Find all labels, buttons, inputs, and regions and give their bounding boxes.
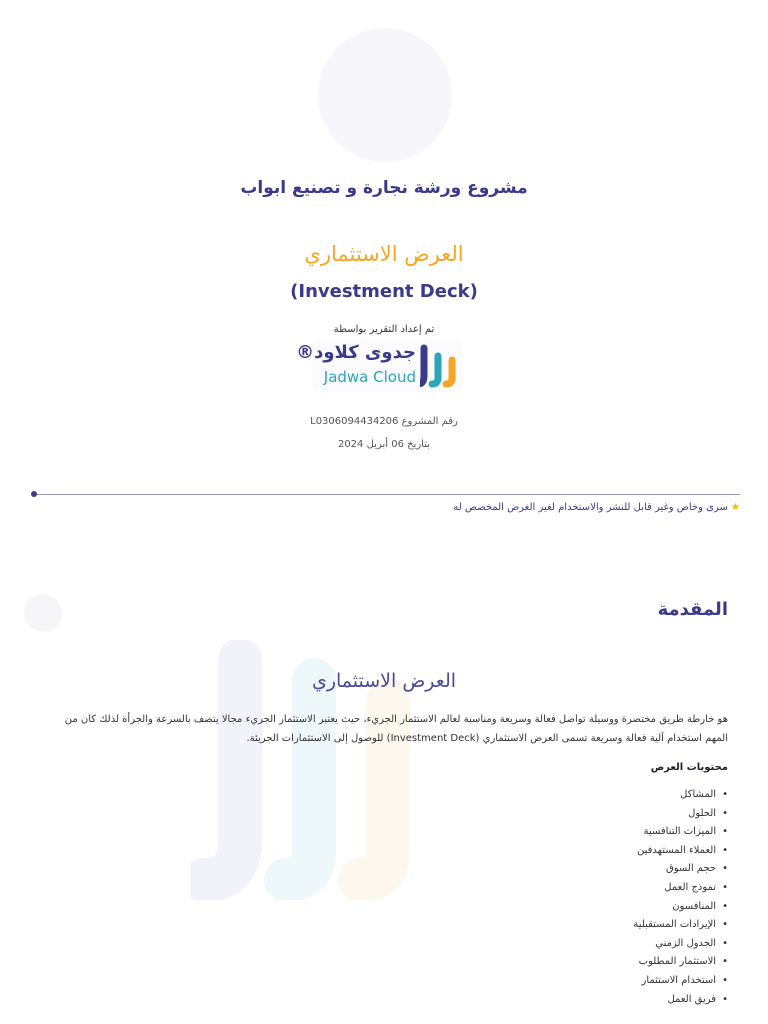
star-icon: ★ (731, 502, 740, 513)
deck-title-english: (Investment Deck) (290, 281, 478, 302)
report-date: بتاريخ 06 أبريل 2024 (337, 439, 431, 450)
project-title: مشروع ورشة نجارة و تصنيع ابواب (240, 178, 528, 198)
confidential-text: سرى وخاص وغير قابل للنشر والاستخدام لغير الغرض المخصص له (453, 502, 728, 513)
list-item: • العملاء المستهدفين (633, 842, 728, 861)
deck-title-arabic: العرض الاستثماري (304, 242, 464, 266)
section-heading-introduction: المقدمة (657, 599, 728, 620)
section-subheading: العرض الاستثماري (311, 670, 457, 692)
prepared-by-label: تم إعداد التقرير بواسطة (333, 324, 435, 335)
list-item: • الحلول (633, 805, 728, 824)
list-item: • استخدام الاستثمار (633, 972, 728, 991)
decorative-circle (318, 28, 452, 162)
list-item: • نموذج العمل (633, 879, 728, 898)
list-item: • الميزات التنافسية (633, 823, 728, 842)
contents-list (633, 786, 728, 1009)
list-item: • فريق العمل (633, 991, 728, 1010)
divider-dot (31, 491, 37, 497)
contents-title: محتويات العرض (650, 762, 728, 773)
confidential-note (453, 502, 740, 513)
list-item: • الإيرادات المستقبلية (633, 916, 728, 935)
divider-line (34, 494, 740, 495)
list-item: • المنافسون (633, 898, 728, 917)
decorative-circle-small (24, 594, 62, 632)
list-item: • الاستثمار المطلوب (633, 953, 728, 972)
list-item: • الجدول الزمني (633, 935, 728, 954)
project-number: رقم المشروع L0306094434206 (310, 416, 458, 427)
logo-name-arabic: جدوى كلاود® (296, 342, 416, 363)
intro-paragraph: هو خارطة طريق مختصرة ووسيلة تواصل فعالة وسريعة ومناسبة لعالم الاستثمار الجريء، حيث يعتبر الاستثمار الجريء مجالا يتصف بالسرعة والجرأة لذلك كان من المهم استخدام آلية فعالة وسريعة تسمى العرض الاستثماري (Investment Deck) للوصول إلى الاستثمارات الجريئة. (64, 714, 728, 744)
list-item: • حجم السوق (633, 860, 728, 879)
jadwa-cloud-logo-icon (420, 344, 460, 388)
list-item: • المشاكل (633, 786, 728, 805)
jadwa-cloud-logo (296, 340, 462, 392)
logo-name-english: Jadwa Cloud (323, 368, 416, 386)
